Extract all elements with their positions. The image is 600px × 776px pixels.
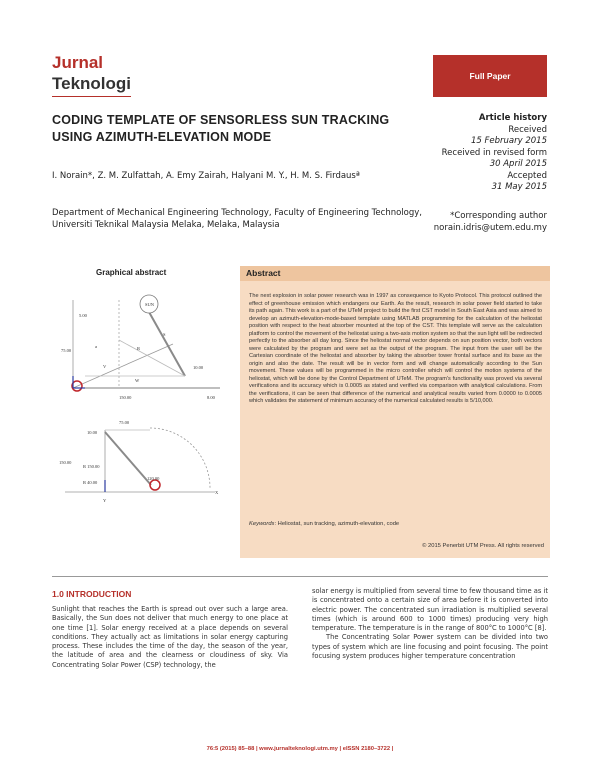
keywords-text: : Heliostat, sun tracking, azimuth-elevation, code — [274, 521, 400, 527]
label-vec-s: S — [163, 332, 166, 337]
label-sun: SUN — [145, 302, 155, 307]
section-divider — [52, 576, 548, 577]
revised-date: 30 April 2015 — [489, 159, 547, 169]
page-footer: 76:5 (2015) 85–88 | www.jurnalteknologi.utm.my | eISSN 2180–3722 | — [206, 746, 394, 752]
label-top-dim: 5.00 — [79, 313, 87, 318]
intro-column-1: Sunlight that reaches the Earth is spread out over such a large area. Basically, the Sun does not deliver that much energy to one place at one time [1]. Solar energy received at a place depends on several conditions. They actually act as limitations in solar energy capturing process. These includes the time of the day, the season of the year, the latitude of area and the clearness or cloudiness of sky. Via Concentrating Solar Power (CSP) technology, the — [52, 605, 288, 669]
abstract-text: The next explosion in solar power research was in 1997 as consequence to Kyoto Protocol. This protocol outlined the effect of greenhouse emission which endangers our Earth. As the result, research in solar power field started to take its path again. This work is a part of the UTeM project to build the first CST model in South East Asia and was aimed to develop an azimuth-elevation-mode-based template using MATLAB programming for the calculation of the heliostat position with respect to the heat absorber mounted at the top of the CST. This template will serve as the calculation platform to control the movement of the heliostat using a two-axis motion system so that the sun light will be redirected perfectly to the absorber all day long. Since the heliostat normal vector depends on sun position vector, both vectors were calculated by the program and were set as the output of the program. The input from the user will be the Cartesian coordinate of the heliostat and absorber by taking the absorber tower frontal surface and its base as the origin and also the date. The result will be in vector form and will change automatically according to the Sun movement. These values will be programmed in the micro controller which will control the motion systems of the heliostat, which will be done by the Control Department of UTeM. The program's functionality was proved via several verifications and its accuracy which is 0.0005 as stated and verified via comparison with analytical calculations. From the verifications, it can be seen that difference of the numerical and analytical results varied from 0.0000 to 0.0005 which validates the statement of minimum accuracy of the numerical calculated results is 5/10,000. — [249, 293, 542, 404]
label-left2-top: 10.00 — [87, 430, 98, 435]
diagram-top-labels — [61, 302, 216, 400]
origin-marker-2 — [150, 480, 160, 490]
label-left-dim: 75.00 — [61, 348, 72, 353]
graphical-abstract-figure — [55, 280, 230, 508]
journal-name-line1: Jurnal — [52, 53, 104, 72]
label-vec-w: W — [135, 378, 140, 383]
tower-to-heliostat-line — [73, 344, 173, 388]
abstract-box — [240, 266, 550, 558]
label-right-dim: 10.00 — [193, 365, 204, 370]
intro-heading: 1.0 INTRODUCTION — [52, 589, 132, 599]
graphical-abstract-title: Graphical abstract — [96, 268, 167, 277]
corresponding-author — [367, 210, 547, 234]
journal-name-line2: Teknologi — [52, 73, 131, 97]
corresponding-label: *Corresponding author — [450, 211, 547, 221]
label-axis-x: X — [215, 490, 219, 495]
label-arc-dim: 120.00 — [147, 476, 160, 481]
label-r: R 150.00 — [83, 464, 100, 469]
revised-label: Received in revised form — [441, 147, 547, 158]
paper-type-badge — [433, 55, 547, 97]
intro-column-2 — [312, 587, 548, 661]
label-corner-dim: 8.00 — [207, 395, 215, 400]
intro-col2-paragraph-1: solar energy is multiplied from several time to few thousand time as it is concentrated onto a certain size of area before it is converted into electric power. The concentrated sun irradiation is multiplied several times (which is around 600 to 1000 times) producing very high temperature. The temperature is in the range of 800°C to 1000°C [8]. — [312, 587, 548, 633]
abstract-heading: Abstract — [240, 266, 550, 281]
diagram-top — [72, 295, 220, 391]
sun-vector-line-2 — [105, 432, 151, 485]
article-authors: I. Norain*, Z. M. Zulfattah, A. Emy Zairah, Halyani M. Y., H. M. S. Firdausª — [52, 171, 360, 181]
journal-logo — [52, 52, 131, 97]
received-date: 15 February 2015 — [471, 136, 547, 146]
received-label: Received — [508, 124, 547, 135]
keywords — [249, 521, 542, 527]
keywords-label: Keywords — [249, 521, 275, 527]
label-vec-r: R — [137, 346, 141, 351]
corresponding-email[interactable]: norain.idris@utem.edu.my — [433, 223, 547, 233]
label-top2: 75.00 — [119, 420, 130, 425]
accepted-date: 31 May 2015 — [491, 182, 547, 192]
label-left2-side: 150.00 — [59, 460, 72, 465]
label-base-dim: 150.00 — [119, 395, 132, 400]
article-title: CODING TEMPLATE OF SENSORLESS SUN TRACKING USING AZIMUTH-ELEVATION MODE — [52, 113, 390, 144]
copyright: © 2015 Penerbit UTM Press. All rights reserved — [422, 543, 544, 549]
article-history — [397, 113, 547, 194]
article-affiliation: Department of Mechanical Engineering Technology, Faculty of Engineering Technology, Universiti Teknikal Malaysia Melaka, Melaka, Malaysia — [52, 208, 422, 230]
diagram-bottom-labels — [59, 420, 219, 503]
accepted-label: Accepted — [507, 170, 547, 181]
label-r2: R 40.00 — [83, 480, 98, 485]
label-axis-y: Y — [103, 498, 107, 503]
history-title: Article history — [478, 113, 547, 123]
intro-col2-paragraph-2: The Concentrating Solar Power system can be divided into two types of system which are line focusing and point focusing. The point focusing system produces higher temperature concentration — [312, 633, 548, 661]
label-vec-v: V — [103, 364, 107, 369]
label-vec-a: a — [95, 344, 97, 349]
paper-type-label: Full Paper — [469, 71, 511, 81]
